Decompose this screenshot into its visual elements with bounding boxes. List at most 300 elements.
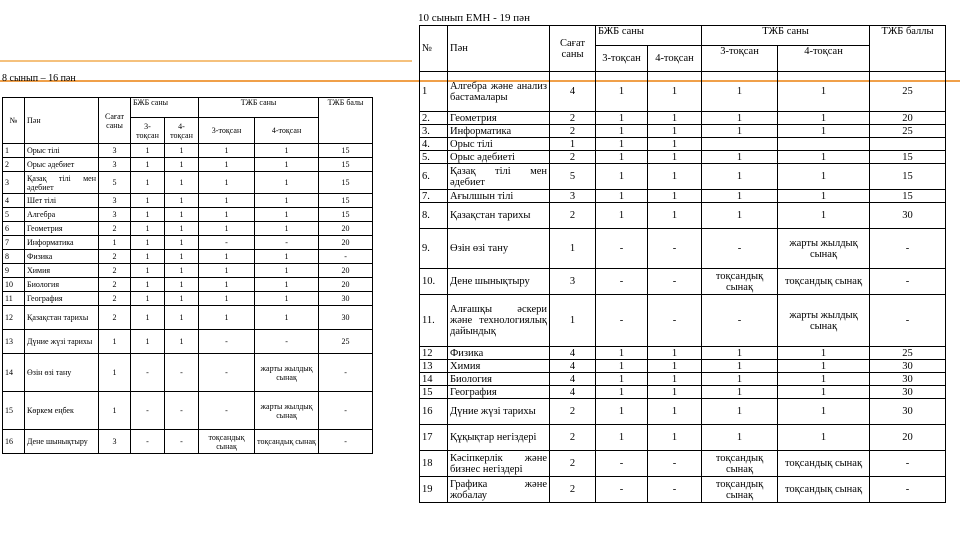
grade8-cell-score: 30: [319, 292, 373, 306]
grade10-cell-bzhb-q3: 1: [596, 425, 648, 451]
grade8-table-row: [3, 392, 373, 430]
grade10-cell-hours: 2: [550, 151, 596, 164]
grade8-cell-subject: Қазақ тілі мен әдебиет: [25, 172, 99, 194]
grade10-cell-bzhb-q4: 1: [648, 399, 702, 425]
grade10-cell-bzhb-q4: 1: [648, 151, 702, 164]
grade10-cell-score: 15: [870, 164, 946, 190]
grade10-cell-subject: Алғашқы әскери және технологиялық дайындық: [448, 295, 550, 347]
grade8-cell-score: 20: [319, 278, 373, 292]
grade10-cell-no: 13: [420, 360, 448, 373]
grade8-cell-hours: 2: [99, 306, 131, 330]
grade10-cell-tzhb-q3: -: [702, 229, 778, 269]
grade10-cell-tzhb-q3: 1: [702, 373, 778, 386]
grade10-cell-tzhb-q3: 1: [702, 399, 778, 425]
grade8-cell-bzhb-q4: 1: [165, 264, 199, 278]
grade8-cell-no: 14: [3, 354, 25, 392]
grade10-cell-score: 15: [870, 190, 946, 203]
grade8-header-hours: Сағат саны: [99, 98, 131, 144]
grade8-header-score: ТЖБ балы: [319, 98, 373, 144]
grade10-table-row: [420, 269, 946, 295]
grade10-table-row: [420, 125, 946, 138]
grade8-cell-no: 5: [3, 208, 25, 222]
grade8-cell-bzhb-q3: -: [131, 392, 165, 430]
grade10-cell-no: 1: [420, 72, 448, 112]
grade8-cell-bzhb-q4: 1: [165, 236, 199, 250]
grade8-cell-subject: География: [25, 292, 99, 306]
grade10-cell-bzhb-q3: 1: [596, 112, 648, 125]
grade8-table-row: [3, 330, 373, 354]
grade10-header-no: №: [420, 26, 448, 72]
grade10-cell-score: 30: [870, 360, 946, 373]
grade8-table-row: [3, 208, 373, 222]
grade10-cell-score: -: [870, 229, 946, 269]
grade10-cell-tzhb-q4: 1: [778, 164, 870, 190]
grade8-cell-hours: 2: [99, 250, 131, 264]
grade8-cell-bzhb-q3: 1: [131, 208, 165, 222]
grade10-cell-bzhb-q3: 1: [596, 399, 648, 425]
grade8-cell-hours: 3: [99, 208, 131, 222]
grade10-cell-bzhb-q3: -: [596, 451, 648, 477]
grade10-cell-hours: 2: [550, 112, 596, 125]
grade8-cell-hours: 1: [99, 392, 131, 430]
grade8-cell-score: 20: [319, 264, 373, 278]
grade10-cell-tzhb-q3: 1: [702, 72, 778, 112]
grade10-cell-tzhb-q3: 1: [702, 360, 778, 373]
grade10-cell-subject: Орыс тілі: [448, 138, 550, 151]
grade8-cell-hours: 1: [99, 236, 131, 250]
grade10-cell-no: 4.: [420, 138, 448, 151]
grade8-cell-no: 9: [3, 264, 25, 278]
grade10-cell-score: 30: [870, 373, 946, 386]
grade10-cell-hours: 2: [550, 451, 596, 477]
grade10-cell-no: 3.: [420, 125, 448, 138]
grade10-cell-bzhb-q4: 1: [648, 190, 702, 203]
grade8-cell-tzhb-q4: 1: [255, 158, 319, 172]
grade8-cell-subject: Көркем еңбек: [25, 392, 99, 430]
grade10-cell-tzhb-q4: 1: [778, 386, 870, 399]
grade8-table-row: [3, 194, 373, 208]
grade8-cell-bzhb-q4: -: [165, 392, 199, 430]
grade8-cell-tzhb-q4: 1: [255, 278, 319, 292]
grade8-cell-tzhb-q3: 1: [199, 306, 255, 330]
grade10-cell-tzhb-q3: тоқсандық сынақ: [702, 451, 778, 477]
grade10-header-bzhb-q4: 4-тоқсан: [648, 46, 702, 72]
grade8-caption: 8 сынып – 16 пән: [2, 73, 76, 84]
grade8-table-row: [3, 158, 373, 172]
grade8-cell-hours: 2: [99, 278, 131, 292]
grade10-cell-bzhb-q4: 1: [648, 425, 702, 451]
grade10-cell-score: 25: [870, 347, 946, 360]
grade10-cell-tzhb-q4: тоқсандық сынақ: [778, 451, 870, 477]
grade8-table-row: [3, 264, 373, 278]
grade8-cell-bzhb-q4: 1: [165, 292, 199, 306]
grade10-cell-bzhb-q4: 1: [648, 125, 702, 138]
grade8-cell-hours: 3: [99, 144, 131, 158]
grade8-cell-subject: Геометрия: [25, 222, 99, 236]
grade8-cell-bzhb-q4: -: [165, 430, 199, 454]
grade8-table-row: [3, 236, 373, 250]
grade10-cell-hours: 2: [550, 477, 596, 503]
grade10-cell-bzhb-q4: 1: [648, 164, 702, 190]
grade10-cell-hours: 4: [550, 360, 596, 373]
grade10-cell-tzhb-q4: 1: [778, 203, 870, 229]
grade10-cell-subject: Биология: [448, 373, 550, 386]
grade8-cell-subject: Дене шынықтыру: [25, 430, 99, 454]
grade8-table-row: [3, 354, 373, 392]
grade8-cell-no: 16: [3, 430, 25, 454]
grade10-cell-bzhb-q3: 1: [596, 373, 648, 386]
grade8-table-row: [3, 430, 373, 454]
grade8-cell-tzhb-q4: 1: [255, 306, 319, 330]
grade8-cell-bzhb-q3: -: [131, 430, 165, 454]
grade8-cell-hours: 3: [99, 194, 131, 208]
grade10-cell-subject: Химия: [448, 360, 550, 373]
grade10-cell-tzhb-q4: тоқсандық сынақ: [778, 269, 870, 295]
grade8-cell-hours: 2: [99, 292, 131, 306]
grade10-cell-tzhb-q4: тоқсандық сынақ: [778, 477, 870, 503]
grade8-cell-score: 15: [319, 144, 373, 158]
grade8-cell-hours: 2: [99, 264, 131, 278]
grade8-cell-bzhb-q3: 1: [131, 172, 165, 194]
grade10-cell-hours: 1: [550, 295, 596, 347]
grade10-cell-subject: География: [448, 386, 550, 399]
grade10-cell-subject: Орыс әдебиеті: [448, 151, 550, 164]
grade8-cell-hours: 1: [99, 330, 131, 354]
grade10-cell-score: 20: [870, 112, 946, 125]
grade10-cell-score: 30: [870, 203, 946, 229]
grade8-cell-no: 7: [3, 236, 25, 250]
grade8-cell-tzhb-q3: -: [199, 392, 255, 430]
grade10-cell-hours: 4: [550, 347, 596, 360]
grade8-cell-no: 12: [3, 306, 25, 330]
grade10-cell-bzhb-q4: -: [648, 477, 702, 503]
grade10-cell-score: 25: [870, 72, 946, 112]
grade8-cell-bzhb-q3: 1: [131, 278, 165, 292]
grade10-cell-score: -: [870, 269, 946, 295]
grade8-cell-tzhb-q3: 1: [199, 278, 255, 292]
grade8-cell-no: 8: [3, 250, 25, 264]
grade8-header-tzhb: ТЖБ саны: [199, 98, 319, 118]
grade10-cell-no: 9.: [420, 229, 448, 269]
grade10-cell-subject: Физика: [448, 347, 550, 360]
grade8-table-row: [3, 306, 373, 330]
grade10-cell-tzhb-q3: тоқсандық сынақ: [702, 477, 778, 503]
grade10-cell-subject: Құқықтар негіздері: [448, 425, 550, 451]
grade8-cell-tzhb-q4: -: [255, 236, 319, 250]
grade8-cell-bzhb-q3: 1: [131, 330, 165, 354]
grade10-cell-no: 17: [420, 425, 448, 451]
grade8-cell-no: 3: [3, 172, 25, 194]
grade10-table-row: [420, 477, 946, 503]
grade8-cell-bzhb-q3: -: [131, 354, 165, 392]
grade10-cell-hours: 2: [550, 425, 596, 451]
grade10-table-row: [420, 138, 946, 151]
grade10-cell-bzhb-q4: 1: [648, 373, 702, 386]
grade8-header-tzhb-q4: 4-тоқсан: [255, 118, 319, 144]
grade8-cell-bzhb-q4: 1: [165, 208, 199, 222]
grade8-cell-bzhb-q3: 1: [131, 158, 165, 172]
grade10-cell-score: 30: [870, 399, 946, 425]
grade8-cell-score: -: [319, 354, 373, 392]
grade10-cell-hours: 2: [550, 399, 596, 425]
grade10-cell-no: 14: [420, 373, 448, 386]
grade10-cell-tzhb-q3: [702, 138, 778, 151]
grade8-cell-tzhb-q4: тоқсандық сынақ: [255, 430, 319, 454]
grade8-cell-no: 4: [3, 194, 25, 208]
grade10-cell-subject: Геометрия: [448, 112, 550, 125]
grade8-cell-bzhb-q4: 1: [165, 158, 199, 172]
grade8-cell-bzhb-q3: 1: [131, 306, 165, 330]
grade10-cell-no: 15: [420, 386, 448, 399]
grade10-cell-score: 30: [870, 386, 946, 399]
grade10-cell-tzhb-q4: 1: [778, 360, 870, 373]
grade8-cell-tzhb-q4: 1: [255, 264, 319, 278]
grade10-cell-no: 6.: [420, 164, 448, 190]
grade10-table-row: [420, 164, 946, 190]
grade8-cell-hours: 1: [99, 354, 131, 392]
grade10-table-row: [420, 112, 946, 125]
grade8-cell-no: 10: [3, 278, 25, 292]
grade10-cell-hours: 4: [550, 373, 596, 386]
grade10-cell-score: -: [870, 451, 946, 477]
grade8-cell-bzhb-q3: 1: [131, 222, 165, 236]
grade8-cell-bzhb-q3: 1: [131, 236, 165, 250]
grade10-table-body: [420, 72, 946, 503]
grade8-cell-tzhb-q3: 1: [199, 222, 255, 236]
grade10-cell-no: 5.: [420, 151, 448, 164]
grade10-cell-bzhb-q3: 1: [596, 138, 648, 151]
grade10-cell-hours: 1: [550, 138, 596, 151]
grade10-cell-tzhb-q3: 1: [702, 112, 778, 125]
grade10-cell-subject: Өзін өзі тану: [448, 229, 550, 269]
grade10-cell-no: 18: [420, 451, 448, 477]
grade8-cell-tzhb-q4: 1: [255, 208, 319, 222]
grade8-cell-subject: Биология: [25, 278, 99, 292]
grade10-cell-bzhb-q4: 1: [648, 203, 702, 229]
grade8-cell-tzhb-q4: 1: [255, 222, 319, 236]
grade8-cell-hours: 3: [99, 158, 131, 172]
grade8-cell-score: 15: [319, 172, 373, 194]
grade10-cell-bzhb-q4: -: [648, 269, 702, 295]
grade10-cell-tzhb-q4: жарты жылдық сынақ: [778, 229, 870, 269]
grade10-cell-score: 20: [870, 425, 946, 451]
grade8-cell-subject: Дүние жүзі тарихы: [25, 330, 99, 354]
grade10-cell-no: 16: [420, 399, 448, 425]
grade10-cell-tzhb-q3: 1: [702, 190, 778, 203]
grade10-cell-bzhb-q4: 1: [648, 138, 702, 151]
grade8-table-body: [3, 144, 373, 454]
grade8-cell-score: 15: [319, 208, 373, 222]
grade8-cell-tzhb-q4: 1: [255, 292, 319, 306]
grade10-cell-bzhb-q4: 1: [648, 112, 702, 125]
grade10-cell-tzhb-q3: 1: [702, 151, 778, 164]
grade10-cell-subject: Ағылшын тілі: [448, 190, 550, 203]
grade10-header-tzhb: ТЖБ саны: [702, 26, 870, 46]
grade10-cell-no: 8.: [420, 203, 448, 229]
grade8-table-row: [3, 250, 373, 264]
grade10-cell-bzhb-q3: 1: [596, 190, 648, 203]
grade8-table-row: [3, 144, 373, 158]
grade8-header-no: №: [3, 98, 25, 144]
grade8-header-bzhb-q3: 3-тоқсан: [131, 118, 165, 144]
grade8-cell-tzhb-q3: 1: [199, 264, 255, 278]
grade10-cell-subject: Дене шынықтыру: [448, 269, 550, 295]
grade10-table-row: [420, 399, 946, 425]
grade10-cell-bzhb-q3: -: [596, 269, 648, 295]
grade10-cell-bzhb-q3: -: [596, 295, 648, 347]
grade8-cell-subject: Орыс тілі: [25, 144, 99, 158]
grade10-cell-subject: Қазақстан тарихы: [448, 203, 550, 229]
grade10-header-score: ТЖБ баллы: [870, 26, 946, 72]
grade10-cell-subject: Информатика: [448, 125, 550, 138]
grade8-cell-tzhb-q4: 1: [255, 172, 319, 194]
grade8-cell-bzhb-q4: 1: [165, 250, 199, 264]
grade10-cell-bzhb-q3: 1: [596, 125, 648, 138]
grade8-cell-bzhb-q4: 1: [165, 222, 199, 236]
grade10-table-row: [420, 151, 946, 164]
grade8-cell-tzhb-q4: 1: [255, 144, 319, 158]
grade10-cell-bzhb-q4: 1: [648, 386, 702, 399]
grade10-cell-tzhb-q3: 1: [702, 347, 778, 360]
grade10-cell-hours: 3: [550, 269, 596, 295]
grade10-cell-no: 12: [420, 347, 448, 360]
grade10-cell-tzhb-q3: 1: [702, 125, 778, 138]
grade10-cell-hours: 5: [550, 164, 596, 190]
grade10-cell-bzhb-q4: 1: [648, 347, 702, 360]
grade10-cell-bzhb-q3: -: [596, 477, 648, 503]
grade8-cell-bzhb-q3: 1: [131, 144, 165, 158]
grade8-cell-no: 1: [3, 144, 25, 158]
grade8-cell-bzhb-q3: 1: [131, 250, 165, 264]
grade10-table-row: [420, 190, 946, 203]
grade8-cell-tzhb-q3: тоқсандық сынақ: [199, 430, 255, 454]
grade10-cell-tzhb-q3: 1: [702, 386, 778, 399]
grade8-cell-hours: 5: [99, 172, 131, 194]
grade10-cell-tzhb-q4: 1: [778, 151, 870, 164]
grade8-cell-subject: Өзін өзі тану: [25, 354, 99, 392]
grade10-cell-score: 25: [870, 125, 946, 138]
grade10-cell-no: 10.: [420, 269, 448, 295]
grade10-header-hours: Сағат саны: [550, 26, 596, 72]
grade8-cell-score: 20: [319, 236, 373, 250]
grade8-cell-bzhb-q4: 1: [165, 306, 199, 330]
grade8-cell-hours: 3: [99, 430, 131, 454]
grade8-cell-score: -: [319, 250, 373, 264]
grade10-table-row: [420, 347, 946, 360]
grade8-cell-subject: Орыс әдебиет: [25, 158, 99, 172]
grade10-cell-bzhb-q4: 1: [648, 72, 702, 112]
grade10-cell-no: 19: [420, 477, 448, 503]
grade10-table-row: [420, 451, 946, 477]
grade10-table-row: [420, 425, 946, 451]
grade8-cell-subject: Шет тілі: [25, 194, 99, 208]
grade8-header-bzhb: БЖБ саны: [131, 98, 199, 118]
grade10-cell-bzhb-q3: 1: [596, 347, 648, 360]
grade10-cell-bzhb-q3: 1: [596, 164, 648, 190]
grade10-table: [419, 25, 946, 503]
grade10-header-bzhb-q3: 3-тоқсан: [596, 46, 648, 72]
grade8-cell-bzhb-q4: -: [165, 354, 199, 392]
grade8-cell-bzhb-q4: 1: [165, 194, 199, 208]
grade10-cell-tzhb-q4: 1: [778, 425, 870, 451]
grade10-cell-bzhb-q4: -: [648, 229, 702, 269]
grade10-table-row: [420, 72, 946, 112]
grade8-cell-tzhb-q3: 1: [199, 158, 255, 172]
grade10-cell-subject: Алгебра және анализ бастамалары: [448, 72, 550, 112]
grade8-cell-tzhb-q3: 1: [199, 172, 255, 194]
grade8-cell-subject: Информатика: [25, 236, 99, 250]
grade10-cell-subject: Графика және жобалау: [448, 477, 550, 503]
grade10-table-row: [420, 360, 946, 373]
decorative-rule-upper: [0, 60, 412, 62]
grade10-cell-tzhb-q4: 1: [778, 399, 870, 425]
grade10-cell-tzhb-q4: 1: [778, 112, 870, 125]
grade8-cell-score: 15: [319, 158, 373, 172]
grade8-cell-tzhb-q4: жарты жылдық сынақ: [255, 392, 319, 430]
grade10-cell-score: -: [870, 477, 946, 503]
grade10-cell-tzhb-q4: 1: [778, 72, 870, 112]
grade8-table: [2, 97, 373, 454]
grade8-cell-no: 11: [3, 292, 25, 306]
grade10-cell-bzhb-q3: 1: [596, 360, 648, 373]
grade10-table-row: [420, 386, 946, 399]
grade8-cell-tzhb-q3: 1: [199, 208, 255, 222]
grade8-cell-hours: 2: [99, 222, 131, 236]
grade8-cell-bzhb-q4: 1: [165, 330, 199, 354]
grade10-cell-bzhb-q4: 1: [648, 360, 702, 373]
grade8-cell-subject: Физика: [25, 250, 99, 264]
grade8-cell-bzhb-q4: 1: [165, 172, 199, 194]
grade8-cell-bzhb-q3: 1: [131, 292, 165, 306]
grade10-header-subject: Пән: [448, 26, 550, 72]
grade8-cell-no: 2: [3, 158, 25, 172]
grade10-header-bzhb: БЖБ саны: [596, 26, 702, 46]
grade10-cell-score: 15: [870, 151, 946, 164]
grade10-cell-tzhb-q3: тоқсандық сынақ: [702, 269, 778, 295]
grade8-cell-tzhb-q3: 1: [199, 250, 255, 264]
grade10-cell-bzhb-q3: -: [596, 229, 648, 269]
grade10-table-row: [420, 373, 946, 386]
grade8-cell-bzhb-q4: 1: [165, 278, 199, 292]
grade10-cell-tzhb-q3: 1: [702, 164, 778, 190]
grade10-table-row: [420, 203, 946, 229]
grade8-header-bzhb-q4: 4-тоқсан: [165, 118, 199, 144]
grade10-caption: 10 сынып ЕМН - 19 пән: [418, 12, 530, 24]
grade8-cell-tzhb-q4: 1: [255, 194, 319, 208]
grade10-cell-tzhb-q4: жарты жылдық сынақ: [778, 295, 870, 347]
grade8-cell-subject: Қазақстан тарихы: [25, 306, 99, 330]
grade10-cell-subject: Қазақ тілі мен әдебиет: [448, 164, 550, 190]
grade8-cell-subject: Химия: [25, 264, 99, 278]
grade8-cell-tzhb-q3: -: [199, 354, 255, 392]
grade10-cell-hours: 2: [550, 203, 596, 229]
grade8-cell-score: -: [319, 430, 373, 454]
grade8-cell-tzhb-q3: 1: [199, 194, 255, 208]
grade10-cell-hours: 2: [550, 125, 596, 138]
grade8-table-row: [3, 292, 373, 306]
grade8-cell-no: 15: [3, 392, 25, 430]
grade10-table-row: [420, 229, 946, 269]
grade8-cell-subject: Алгебра: [25, 208, 99, 222]
grade10-cell-subject: Дүние жүзі тарихы: [448, 399, 550, 425]
grade8-header-tzhb-q3: 3-тоқсан: [199, 118, 255, 144]
grade8-cell-score: 15: [319, 194, 373, 208]
grade10-cell-bzhb-q4: -: [648, 295, 702, 347]
grade10-cell-score: -: [870, 295, 946, 347]
grade10-cell-hours: 1: [550, 229, 596, 269]
grade10-cell-tzhb-q4: 1: [778, 190, 870, 203]
grade10-cell-no: 2.: [420, 112, 448, 125]
